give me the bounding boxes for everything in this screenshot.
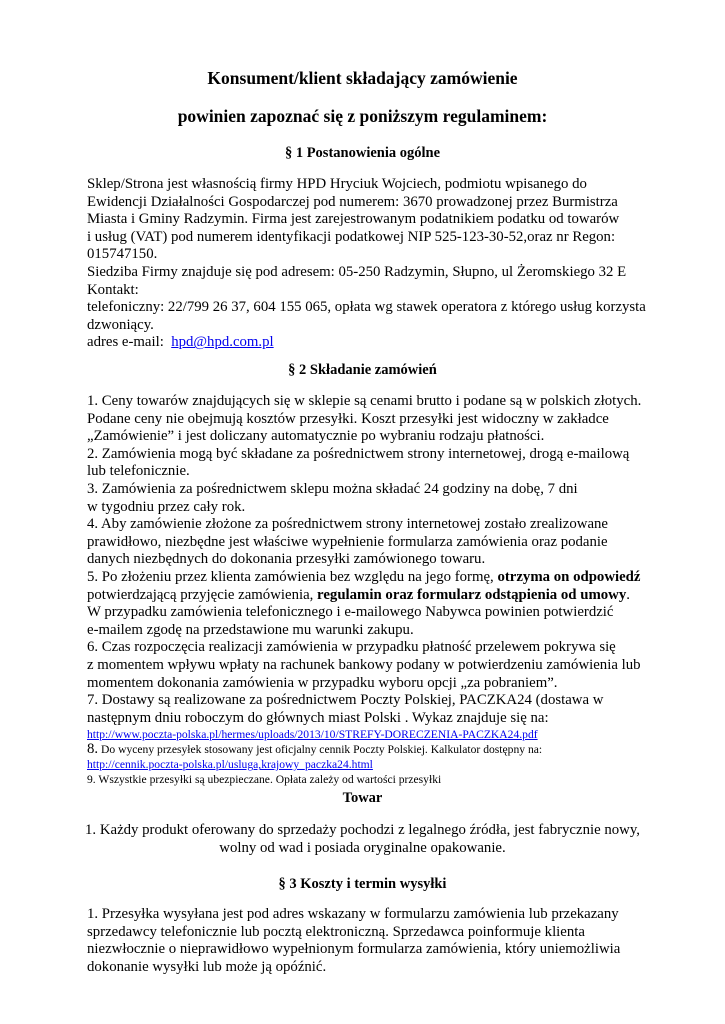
section-2-line: następnym dniu roboczym do głównych miast Polski . Wykaz znajduje się na: [87,709,549,726]
section-1-line: Miasta i Gminy Radzymin. Firma jest zarejestrowanym podatnikiem podatku od towarów [87,211,620,228]
towar-heading: Towar [342,790,383,806]
section-1-body [87,176,647,352]
section-2-body [87,393,647,787]
section-2-line: W przypadku zamówienia telefonicznego i e-mailowego Nabywca powinien potwierdzić [87,604,614,621]
section-1-line: Sklep/Strona jest własnością firmy HPD Hryciuk Wojciech, podmiotu wpisanego do [87,176,587,192]
section-2-line: danych niezbędnych do dokonania przesyłki zamówionego towaru. [87,551,486,568]
towar-line: 1. Każdy produkt oferowany do sprzedaży pochodzi z legalnego źródła, jest fabrycznie nowy, [85,822,640,838]
section-2-line: e-mailem zgodę na przedstawione mu warunki zakupu. [87,621,414,638]
email-label: adres e-mail: [87,334,172,351]
section-3-line: 1. Przesyłka wysyłana jest pod adres wskazany w formularzu zamówienia lub przekazany [87,906,619,922]
section-3-line: niezwłocznie o nieprawidłowo wypełnionym formularza zamówienia, który uniemożliwia [87,941,621,958]
point-8-line [87,742,647,757]
point-5-line-1 [87,569,647,587]
section-2-line: 7. Dostawy są realizowane za pośrednictwem Poczty Polskiej, PACZKA24 (dostawa w [87,692,604,709]
email-line [87,334,647,352]
link-line [87,757,647,772]
point-5-text: . [626,586,630,603]
section-1-heading: § 1 Postanowienia ogólne [284,145,441,161]
section-2-line: 4. Aby zamówienie złożone za pośrednictwem strony internetowej zostało zrealizowane [87,516,608,533]
section-2-line: 6. Czas rozpoczęcia realizacji zamówienia w przypadku płatność przelewem pokrywa się [87,639,616,656]
section-2-line: prawidłowo, niezbędne jest właściwe wypełnienie formularza zamówienia oraz podanie [87,533,608,550]
point-8-text: Do wyceny przesyłek stosowany jest oficjalny cennik Poczty Polskiej. Kalkulator dostępny na: [98,743,543,757]
section-1-line: Kontakt: [87,281,139,298]
section-1-line: 015747150. [87,246,158,263]
section-2-line: w tygodniu przez cały rok. [87,498,246,515]
point-8-number: 8. [87,741,99,758]
towar-line: wolny od wad i posiada oryginalne opakowanie. [219,839,506,856]
email-link[interactable]: hpd@hpd.com.pl [171,334,274,351]
section-2-line: 3. Zamówienia za pośrednictwem sklepu można składać 24 godziny na dobę, 7 dni [87,480,578,497]
section-2-line: momentem dokonania zamówienia w przypadku wyboru opcji „za pobraniem”. [87,674,558,691]
section-3-heading: § 3 Koszty i termin wysyłki [278,876,447,892]
section-1-line: Ewidencji Działalności Gospodarczej pod numerem: 3670 prowadzonej przez Burmistrza [87,193,618,210]
document-title-line-2: powinien zapoznać się z poniższym regulaminem: [177,106,548,126]
point-5-line-2 [87,587,647,605]
section-1-line: telefoniczny: 22/799 26 37, 604 155 065, opłata wg stawek operatora z którego usług korzysta [87,299,646,316]
towar-body [60,822,665,857]
section-2-line: 1. Ceny towarów znajdujących się w sklepie są cenami brutto i podane są w polskich złotych. [87,393,642,409]
section-2-line: lub telefonicznie. [87,463,190,480]
section-2-line: „Zamówienie” i jest doliczany automatycznie po wybraniu rodzaju płatności. [87,428,545,445]
section-1-line: Siedziba Firmy znajduje się pod adresem: 05-250 Radzymin, Słupno, ul Żeromskiego 32 E [87,263,627,280]
section-3-body [87,906,647,976]
poczta-cennik-link[interactable]: http://cennik.poczta-polska.pl/usluga,krajowy_paczka24.html [87,758,373,772]
section-3-line: dokonanie wysyłki lub może ją opóźnić. [87,958,327,975]
section-2-line: z momentem wpływu wpłaty na rachunek bankowy podany w potwierdzeniu zamówienia lub [87,656,641,673]
link-line [87,727,647,742]
section-1-line: dzwoniący. [87,316,154,333]
poczta-strefy-link[interactable]: http://www.poczta-polska.pl/hermes/uploads/2013/10/STREFY-DORECZENIA-PACZKA24.pdf [87,728,538,742]
point-9-line: 9. Wszystkie przesyłki są ubezpieczane. Opłata zależy od wartości przesyłki [87,773,442,787]
section-2-line: 2. Zamówienia mogą być składane za pośrednictwem strony internetowej, drogą e-mailową [87,445,630,462]
point-5-bold-text: otrzyma on odpowiedź [497,568,641,585]
document-title-line-1: Konsument/klient składający zamówienie [207,68,518,88]
section-2-heading: § 2 Składanie zamówień [288,362,437,378]
section-3-line: sprzedawcy telefonicznie lub pocztą elektroniczną. Sprzedawca poinformuje klienta [87,923,585,940]
point-5-text: 5. Po złożeniu przez klienta zamówienia bez względu na jego formę, [87,568,498,585]
point-5-bold-text: regulamin oraz formularz odstąpienia od umowy [317,586,627,603]
section-2-line: Podane ceny nie obejmują kosztów przesyłki. Koszt przesyłki jest widoczny w zakładce [87,410,609,427]
section-1-line: i usług (VAT) pod numerem identyfikacji podatkowej NIP 525-123-30-52,oraz nr Regon: [87,228,616,245]
point-5-text: potwierdzającą przyjęcie zamówienia, [87,586,318,603]
